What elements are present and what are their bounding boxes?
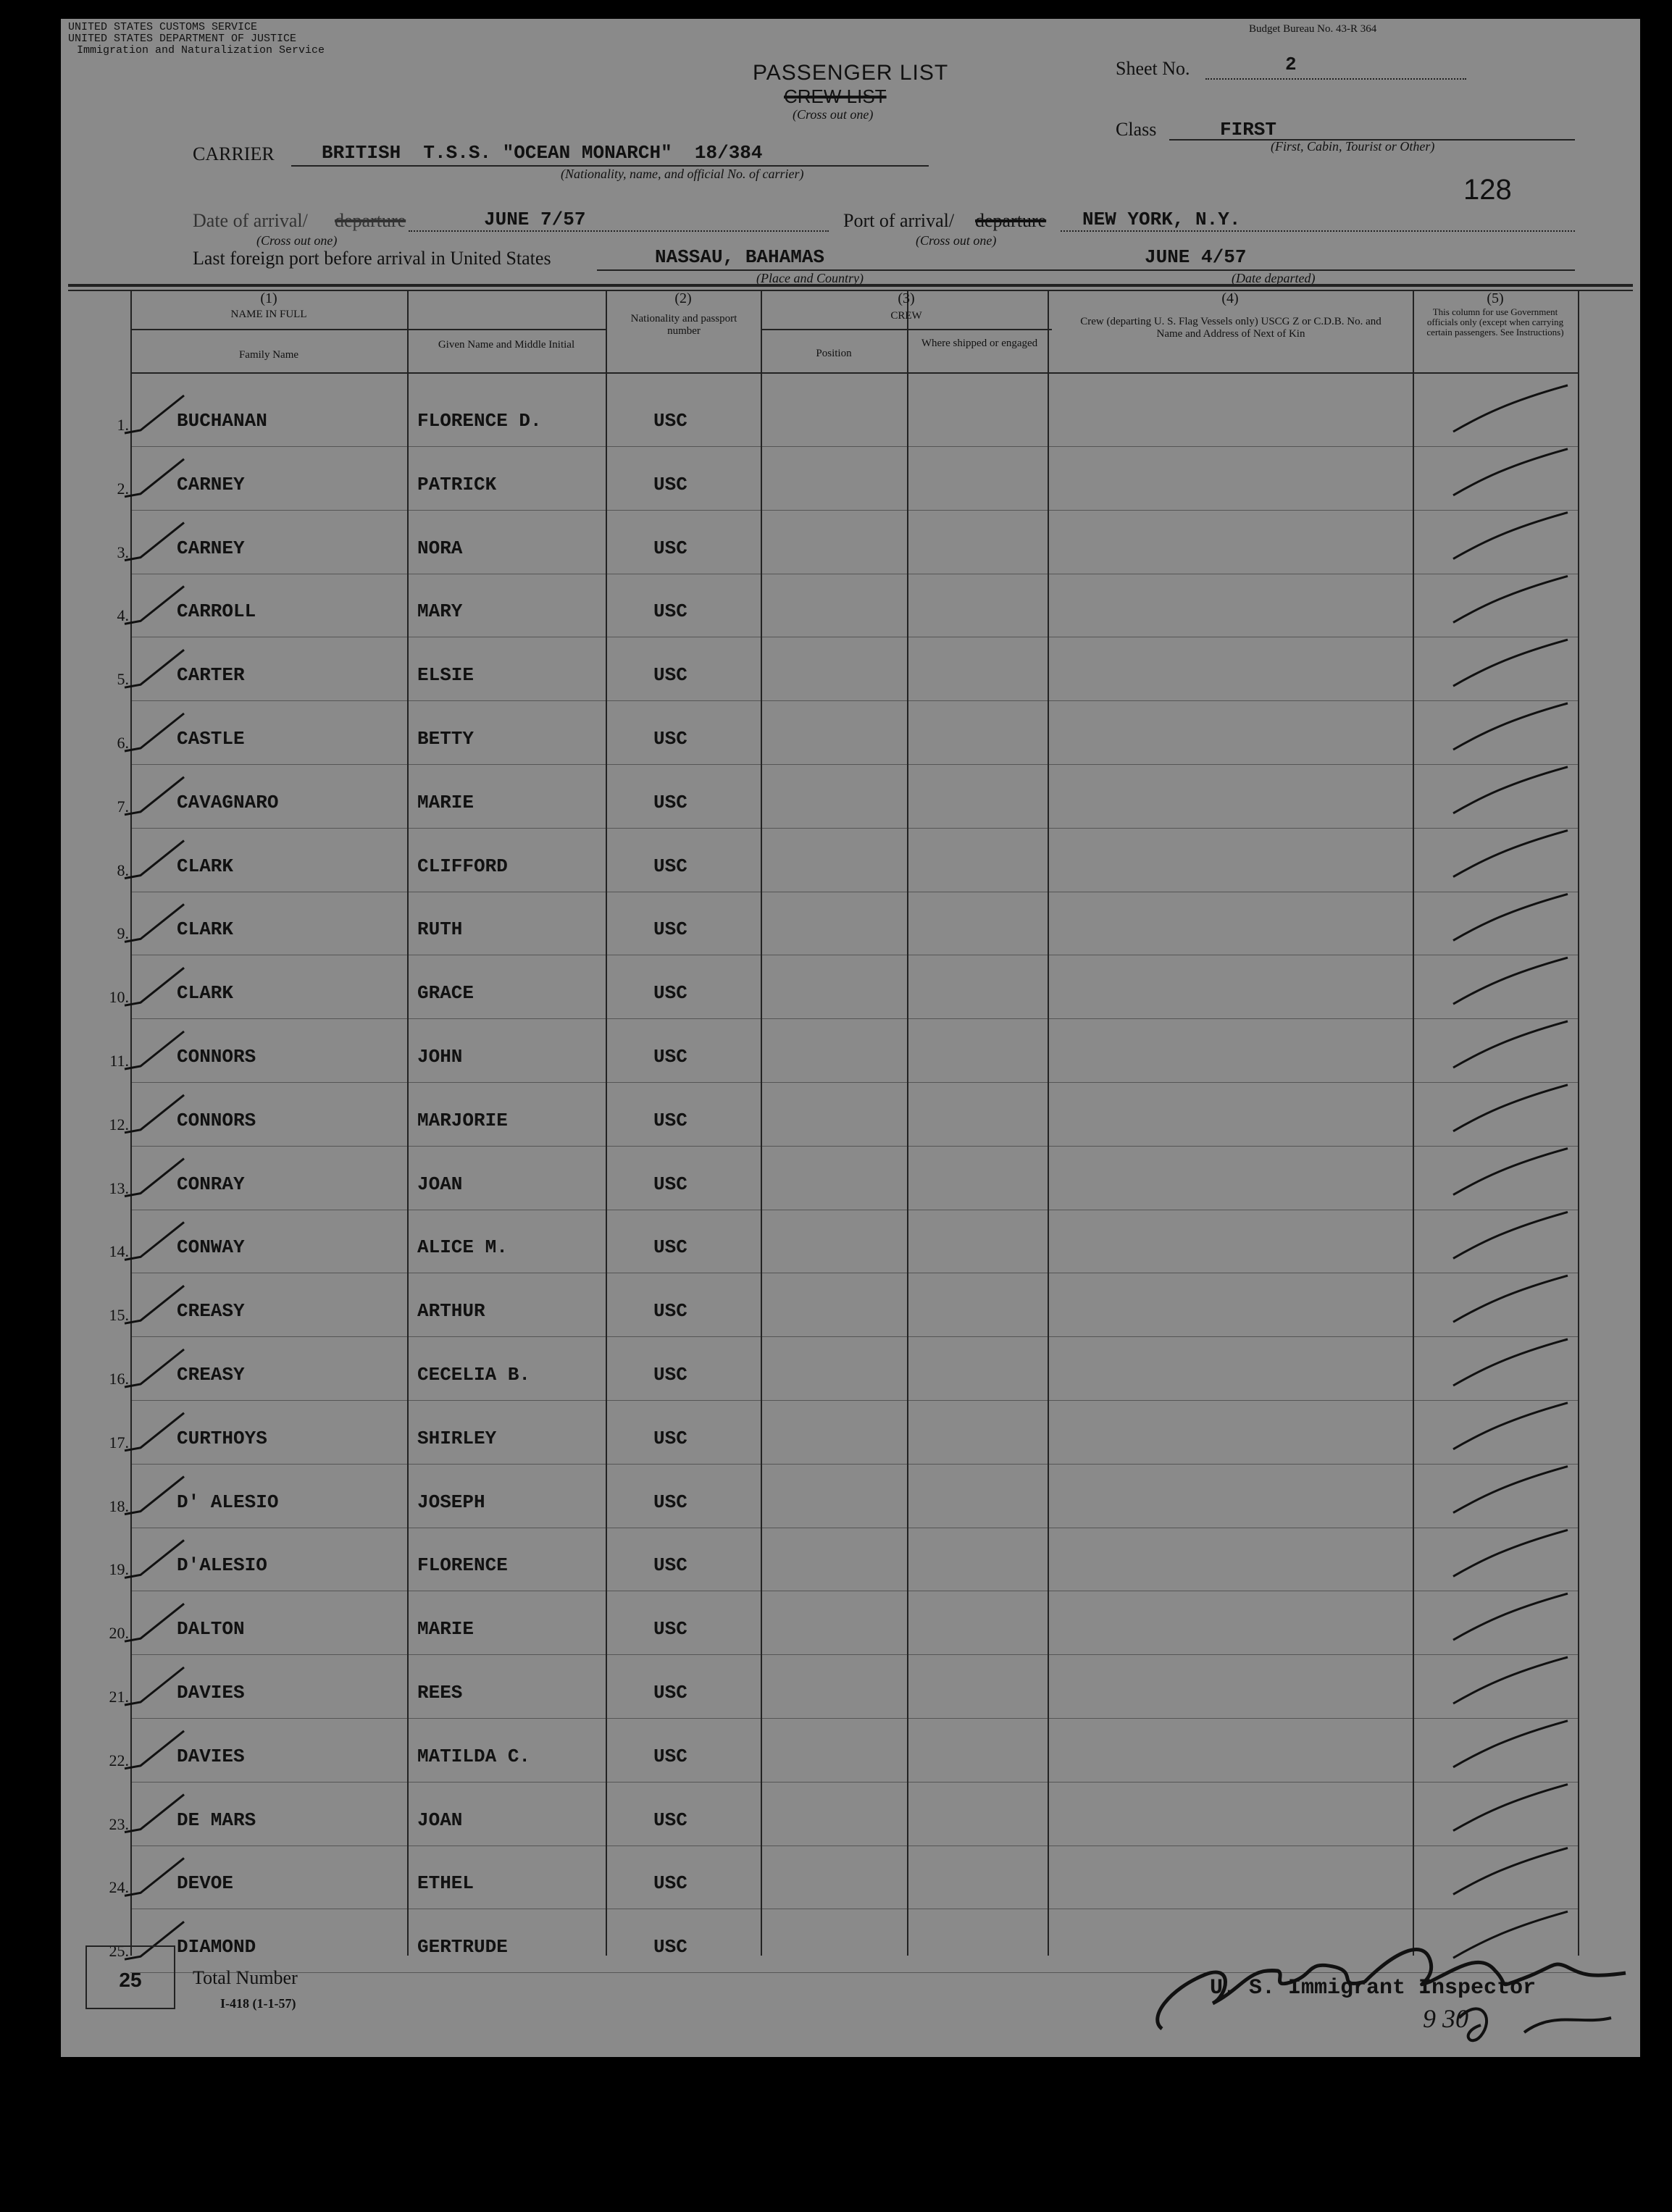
given-name-cell: BETTY (417, 728, 475, 750)
row-number: 22. (109, 1751, 129, 1769)
agency-line-1: UNITED STATES CUSTOMS SERVICE (68, 21, 258, 33)
given-name-cell: FLORENCE D. (417, 410, 542, 432)
col-where-shipped: Where shipped or engaged (921, 338, 1038, 349)
col-family-name: Family Name (238, 349, 299, 361)
nationality-cell: USC (653, 1682, 687, 1704)
family-name-cell: CAVAGNARO (177, 791, 279, 813)
crossed-title: CREW LIST (784, 85, 887, 107)
arrival-date-note: (Cross out one) (256, 233, 338, 248)
col4-title: Crew (departing U. S. Flag Vessels only) USCG Z or C.D.B. No. and Name and Address of Next of Kin (1080, 316, 1382, 340)
nationality-cell: USC (653, 410, 687, 432)
col3-title: CREW (890, 310, 922, 322)
arrival-port-note: (Cross out one) (916, 233, 997, 248)
given-name-cell: CECELIA B. (417, 1364, 531, 1386)
row-number: 5. (117, 670, 129, 689)
row-number: 8. (117, 860, 129, 879)
right-check-mark (1453, 958, 1568, 1004)
col1-title: NAME IN FULL (230, 309, 307, 320)
nationality-cell: USC (653, 855, 687, 877)
title-note: (Cross out one) (793, 107, 874, 122)
nationality-cell: USC (653, 600, 687, 623)
arrival-date-label: Date of arrival/ (193, 210, 308, 231)
given-name-cell: ARTHUR (417, 1300, 485, 1323)
row-number: 1. (117, 416, 129, 434)
given-name-cell: SHIRLEY (417, 1427, 497, 1449)
nationality-cell: USC (653, 1427, 687, 1449)
last-port-date-note: (Date departed) (1232, 271, 1316, 285)
given-name-cell: JOHN (417, 1046, 463, 1068)
arrival-port-value: NEW YORK, N.Y. (1082, 209, 1241, 230)
given-name-cell: JOSEPH (417, 1491, 485, 1513)
nationality-cell: USC (653, 982, 687, 1005)
arrival-date-crossed: departure (335, 210, 406, 231)
left-check-mark (125, 1731, 184, 1769)
family-name-cell: CARROLL (177, 600, 256, 623)
form-code: I-418 (1-1-57) (220, 1996, 296, 2011)
family-name-cell: DIAMOND (177, 1936, 256, 1958)
given-name-cell: FLORENCE (417, 1554, 508, 1577)
right-check-mark (1453, 767, 1568, 813)
row-number: 15. (109, 1306, 129, 1325)
sheet-value: 2 (1285, 54, 1297, 75)
inspector-title: U. S. Immigrant Inspector (1210, 1976, 1537, 2001)
col-position: Position (816, 348, 852, 359)
row-number: 17. (109, 1433, 129, 1451)
left-check-mark (125, 904, 184, 942)
given-name-cell: MATILDA C. (417, 1745, 531, 1767)
family-name-cell: CLARK (177, 918, 234, 941)
right-check-mark (1453, 1467, 1568, 1513)
right-check-mark (1453, 1275, 1568, 1322)
row-number: 12. (109, 1115, 129, 1134)
row-number: 25. (109, 1942, 129, 1961)
nationality-cell: USC (653, 1364, 687, 1386)
total-value: 25 (119, 1969, 142, 1991)
right-check-mark (1453, 894, 1568, 940)
family-name-cell: CARTER (177, 664, 245, 687)
family-name-cell: DAVIES (177, 1745, 245, 1767)
right-check-mark (1453, 513, 1568, 559)
carrier-note: (Nationality, name, and official No. of carrier) (561, 167, 804, 181)
left-check-mark (125, 586, 184, 624)
right-check-mark (1453, 1403, 1568, 1449)
given-name-cell: PATRICK (417, 473, 497, 495)
nationality-cell: USC (653, 1109, 687, 1131)
left-check-mark (125, 650, 184, 687)
row-number: 24. (109, 1878, 129, 1897)
family-name-cell: DEVOE (177, 1872, 234, 1895)
right-check-mark (1453, 576, 1568, 622)
page-title: PASSENGER LIST (753, 61, 949, 85)
right-check-mark (1453, 385, 1568, 432)
left-check-mark (125, 459, 184, 497)
given-name-cell: JOAN (417, 1173, 463, 1195)
right-check-mark (1453, 703, 1568, 750)
family-name-cell: CARNEY (177, 537, 245, 559)
left-check-mark (125, 1349, 184, 1387)
left-check-mark (125, 1477, 184, 1515)
nationality-cell: USC (653, 664, 687, 687)
given-name-cell: JOAN (417, 1809, 463, 1831)
family-name-cell: CONWAY (177, 1236, 245, 1259)
family-name-cell: CARNEY (177, 473, 245, 495)
left-check-mark (125, 841, 184, 879)
left-check-mark (125, 713, 184, 751)
family-name-cell: D' ALESIO (177, 1491, 279, 1513)
last-port-place: NASSAU, BAHAMAS (655, 246, 825, 268)
check-marks (61, 19, 1640, 2057)
row-number: 13. (109, 1178, 129, 1197)
left-check-mark (125, 1795, 184, 1832)
row-number: 21. (109, 1688, 129, 1706)
left-check-mark (125, 1159, 184, 1197)
left-check-mark (125, 1095, 184, 1133)
family-name-cell: CONNORS (177, 1109, 256, 1131)
total-label: Total Number (193, 1967, 298, 1988)
family-name-cell: CREASY (177, 1300, 245, 1323)
nationality-cell: USC (653, 1236, 687, 1259)
nationality-cell: USC (653, 1618, 687, 1641)
right-check-mark (1453, 1785, 1568, 1831)
given-name-cell: ELSIE (417, 664, 475, 687)
given-name-cell: CLIFFORD (417, 855, 508, 877)
left-check-mark (125, 777, 184, 815)
nationality-cell: USC (653, 537, 687, 559)
row-number: 16. (109, 1370, 129, 1388)
class-note: (First, Cabin, Tourist or Other) (1271, 139, 1435, 154)
left-check-mark (125, 1222, 184, 1260)
row-number: 6. (117, 734, 129, 752)
family-name-cell: BUCHANAN (177, 410, 267, 432)
right-check-mark (1453, 1593, 1568, 1640)
given-name-cell: GERTRUDE (417, 1936, 508, 1958)
family-name-cell: D'ALESIO (177, 1554, 267, 1577)
left-check-mark (125, 395, 184, 433)
nationality-cell: USC (653, 1300, 687, 1323)
left-check-mark (125, 523, 184, 561)
left-check-mark (125, 1031, 184, 1069)
family-name-cell: DALTON (177, 1618, 245, 1641)
right-check-mark (1453, 1339, 1568, 1386)
col-given-name: Given Name and Middle Initial (438, 339, 575, 351)
family-name-cell: CASTLE (177, 728, 245, 750)
col5-title: This column for use Government officials only (except when carrying certain passengers. See Instructions) (1426, 306, 1564, 338)
family-name-cell: CONNORS (177, 1046, 256, 1068)
class-label: Class (1116, 119, 1157, 140)
given-name-cell: ALICE M. (417, 1236, 508, 1259)
family-name-cell: CREASY (177, 1364, 245, 1386)
nationality-cell: USC (653, 1046, 687, 1068)
given-name-cell: MARIE (417, 1618, 475, 1641)
right-check-mark (1453, 1149, 1568, 1195)
stamp-number: 128 (1463, 174, 1512, 206)
nationality-cell: USC (653, 1872, 687, 1895)
family-name-cell: CONRAY (177, 1173, 245, 1195)
given-name-cell: RUTH (417, 918, 463, 941)
col4-number: (4) (1221, 290, 1239, 306)
given-name-cell: MARJORIE (417, 1109, 508, 1131)
nationality-cell: USC (653, 1936, 687, 1958)
handwritten-note: 9 30 (1423, 2004, 1468, 2033)
last-port-place-note: (Place and Country) (756, 271, 864, 285)
row-number: 19. (109, 1560, 129, 1579)
carrier-value: BRITISH T.S.S. "OCEAN MONARCH" 18/384 (322, 142, 763, 164)
arrival-port-label: Port of arrival/ (843, 210, 955, 231)
given-name-cell: REES (417, 1682, 463, 1704)
row-number: 4. (117, 606, 129, 625)
col2-number: (2) (674, 290, 692, 306)
row-number: 14. (109, 1242, 129, 1261)
left-check-mark (125, 1667, 184, 1705)
nationality-cell: USC (653, 1745, 687, 1767)
col5-number: (5) (1487, 290, 1504, 306)
family-name-cell: CLARK (177, 855, 234, 877)
right-check-mark (1453, 831, 1568, 877)
col3-number: (3) (898, 290, 915, 306)
nationality-cell: USC (653, 473, 687, 495)
last-port-date: JUNE 4/57 (1145, 246, 1247, 268)
given-name-cell: MARY (417, 600, 463, 623)
right-check-mark (1453, 1657, 1568, 1704)
left-check-mark (125, 1604, 184, 1641)
agency-line-2: UNITED STATES DEPARTMENT OF JUSTICE (68, 33, 297, 45)
col1-number: (1) (260, 290, 277, 306)
arrival-port-crossed: departure (975, 210, 1047, 231)
right-check-mark (1453, 1021, 1568, 1068)
left-check-mark (125, 1540, 184, 1578)
nationality-cell: USC (653, 1809, 687, 1831)
given-name-cell: GRACE (417, 982, 475, 1005)
family-name-cell: DE MARS (177, 1809, 256, 1831)
row-number: 23. (109, 1814, 129, 1833)
last-port-label: Last foreign port before arrival in United States (193, 248, 551, 269)
given-name-cell: NORA (417, 537, 463, 559)
nationality-cell: USC (653, 728, 687, 750)
document-page (61, 19, 1640, 2057)
right-check-mark (1453, 1848, 1568, 1894)
class-value: FIRST (1220, 119, 1277, 141)
right-check-mark (1453, 1721, 1568, 1767)
row-number: 10. (109, 988, 129, 1007)
row-number: 7. (117, 797, 129, 816)
left-check-mark (125, 1413, 184, 1451)
row-number: 9. (117, 924, 129, 943)
form-number-top: Budget Bureau No. 43-R 364 (1249, 23, 1377, 35)
right-check-mark (1453, 449, 1568, 495)
nationality-cell: USC (653, 918, 687, 941)
given-name-cell: ETHEL (417, 1872, 475, 1895)
right-check-mark (1453, 1085, 1568, 1131)
agency-line-3: Immigration and Naturalization Service (77, 44, 325, 56)
family-name-cell: DAVIES (177, 1682, 245, 1704)
right-check-mark (1453, 640, 1568, 686)
carrier-label: CARRIER (193, 143, 275, 164)
row-number: 18. (109, 1496, 129, 1515)
nationality-cell: USC (653, 1491, 687, 1513)
row-number: 20. (109, 1624, 129, 1643)
left-check-mark (125, 1858, 184, 1895)
arrival-date-value: JUNE 7/57 (484, 209, 586, 230)
left-check-mark (125, 968, 184, 1005)
col2-title: Nationality and passport number (630, 313, 737, 337)
given-name-cell: MARIE (417, 791, 475, 813)
sheet-label: Sheet No. (1116, 58, 1190, 79)
left-check-mark (125, 1286, 184, 1323)
nationality-cell: USC (653, 791, 687, 813)
total-box (85, 1945, 175, 2009)
row-number: 2. (117, 479, 129, 498)
right-check-mark (1453, 1530, 1568, 1576)
right-check-mark (1453, 1212, 1568, 1258)
row-number: 3. (117, 542, 129, 561)
nationality-cell: USC (653, 1554, 687, 1577)
nationality-cell: USC (653, 1173, 687, 1195)
family-name-cell: CURTHOYS (177, 1427, 267, 1449)
row-number: 11. (109, 1052, 129, 1070)
family-name-cell: CLARK (177, 982, 234, 1005)
